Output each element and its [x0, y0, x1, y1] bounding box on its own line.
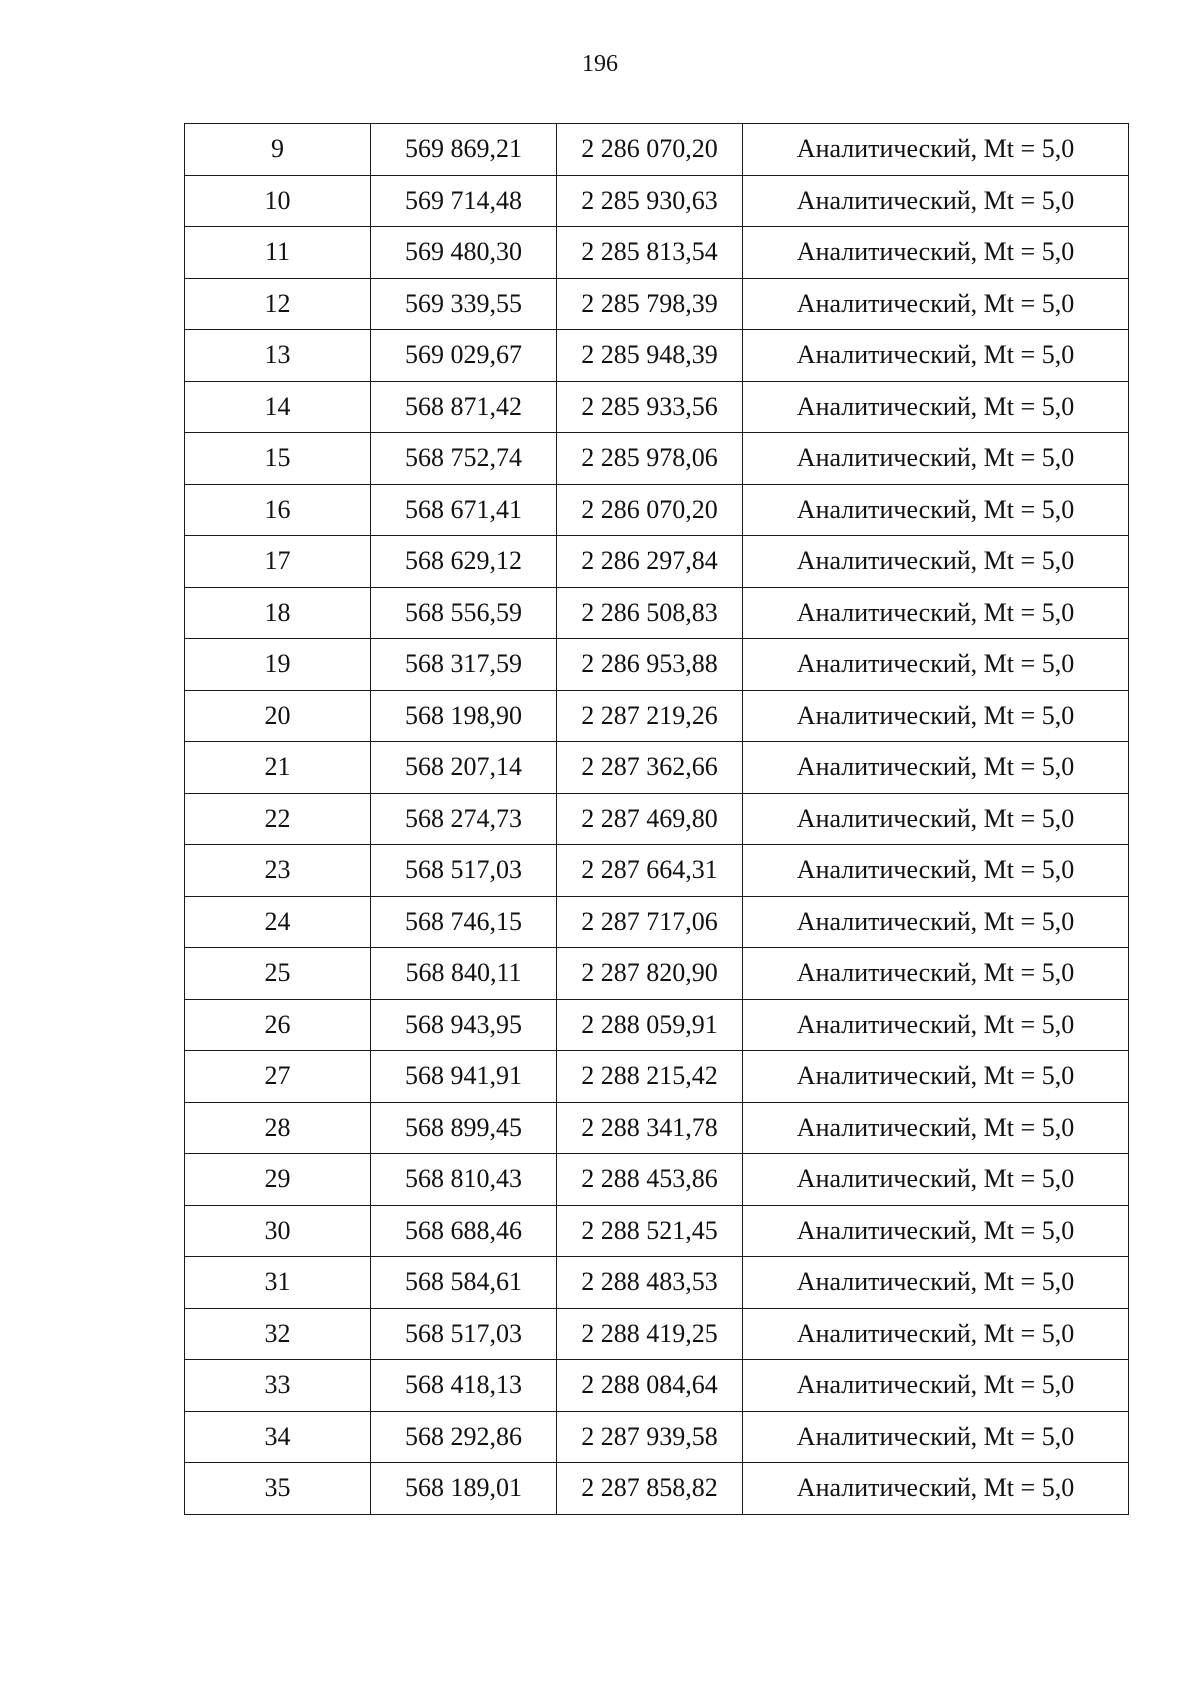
x-coordinate-cell: 569 029,67 [371, 330, 557, 382]
point-number-cell: 11 [185, 227, 371, 279]
y-coordinate-cell: 2 286 508,83 [557, 587, 743, 639]
y-coordinate-cell: 2 288 521,45 [557, 1205, 743, 1257]
x-coordinate-cell: 568 317,59 [371, 639, 557, 691]
x-coordinate-cell: 568 871,42 [371, 381, 557, 433]
point-number-cell: 14 [185, 381, 371, 433]
y-coordinate-cell: 2 286 070,20 [557, 484, 743, 536]
x-coordinate-cell: 568 189,01 [371, 1463, 557, 1515]
table-row [185, 896, 1129, 948]
table-row [185, 433, 1129, 485]
table-row [185, 1102, 1129, 1154]
method-cell: Аналитический, Mt = 5,0 [743, 1360, 1129, 1412]
point-number-cell: 30 [185, 1205, 371, 1257]
y-coordinate-cell: 2 288 483,53 [557, 1257, 743, 1309]
x-coordinate-cell: 569 480,30 [371, 227, 557, 279]
point-number-cell: 9 [185, 124, 371, 176]
point-number-cell: 26 [185, 999, 371, 1051]
method-cell: Аналитический, Mt = 5,0 [743, 1308, 1129, 1360]
point-number-cell: 25 [185, 948, 371, 1000]
table-row [185, 639, 1129, 691]
table-row [185, 1154, 1129, 1206]
x-coordinate-cell: 568 517,03 [371, 1308, 557, 1360]
table-row [185, 124, 1129, 176]
point-number-cell: 21 [185, 742, 371, 794]
x-coordinate-cell: 568 943,95 [371, 999, 557, 1051]
method-cell: Аналитический, Mt = 5,0 [743, 536, 1129, 588]
y-coordinate-cell: 2 287 939,58 [557, 1411, 743, 1463]
method-cell: Аналитический, Mt = 5,0 [743, 1154, 1129, 1206]
method-cell: Аналитический, Mt = 5,0 [743, 690, 1129, 742]
y-coordinate-cell: 2 286 953,88 [557, 639, 743, 691]
table-row [185, 381, 1129, 433]
x-coordinate-cell: 568 941,91 [371, 1051, 557, 1103]
table-row [185, 690, 1129, 742]
table-row [185, 793, 1129, 845]
x-coordinate-cell: 568 198,90 [371, 690, 557, 742]
method-cell: Аналитический, Mt = 5,0 [743, 124, 1129, 176]
method-cell: Аналитический, Mt = 5,0 [743, 330, 1129, 382]
point-number-cell: 31 [185, 1257, 371, 1309]
table-row [185, 587, 1129, 639]
y-coordinate-cell: 2 287 717,06 [557, 896, 743, 948]
point-number-cell: 12 [185, 278, 371, 330]
method-cell: Аналитический, Mt = 5,0 [743, 742, 1129, 794]
method-cell: Аналитический, Mt = 5,0 [743, 1051, 1129, 1103]
x-coordinate-cell: 568 746,15 [371, 896, 557, 948]
y-coordinate-cell: 2 288 341,78 [557, 1102, 743, 1154]
method-cell: Аналитический, Mt = 5,0 [743, 1411, 1129, 1463]
point-number-cell: 23 [185, 845, 371, 897]
point-number-cell: 19 [185, 639, 371, 691]
method-cell: Аналитический, Mt = 5,0 [743, 484, 1129, 536]
table-row [185, 1463, 1129, 1515]
point-number-cell: 29 [185, 1154, 371, 1206]
x-coordinate-cell: 568 584,61 [371, 1257, 557, 1309]
method-cell: Аналитический, Mt = 5,0 [743, 278, 1129, 330]
table-row [185, 1257, 1129, 1309]
y-coordinate-cell: 2 285 978,06 [557, 433, 743, 485]
y-coordinate-cell: 2 287 820,90 [557, 948, 743, 1000]
x-coordinate-cell: 569 869,21 [371, 124, 557, 176]
table-row [185, 948, 1129, 1000]
table-row [185, 742, 1129, 794]
table-row [185, 1360, 1129, 1412]
y-coordinate-cell: 2 285 933,56 [557, 381, 743, 433]
point-number-cell: 33 [185, 1360, 371, 1412]
x-coordinate-cell: 569 714,48 [371, 175, 557, 227]
table-row [185, 999, 1129, 1051]
x-coordinate-cell: 568 810,43 [371, 1154, 557, 1206]
y-coordinate-cell: 2 286 297,84 [557, 536, 743, 588]
point-number-cell: 28 [185, 1102, 371, 1154]
x-coordinate-cell: 568 688,46 [371, 1205, 557, 1257]
point-number-cell: 24 [185, 896, 371, 948]
point-number-cell: 35 [185, 1463, 371, 1515]
y-coordinate-cell: 2 287 858,82 [557, 1463, 743, 1515]
point-number-cell: 27 [185, 1051, 371, 1103]
point-number-cell: 15 [185, 433, 371, 485]
method-cell: Аналитический, Mt = 5,0 [743, 227, 1129, 279]
y-coordinate-cell: 2 285 813,54 [557, 227, 743, 279]
method-cell: Аналитический, Mt = 5,0 [743, 381, 1129, 433]
method-cell: Аналитический, Mt = 5,0 [743, 1102, 1129, 1154]
method-cell: Аналитический, Mt = 5,0 [743, 587, 1129, 639]
table-row [185, 536, 1129, 588]
method-cell: Аналитический, Mt = 5,0 [743, 793, 1129, 845]
y-coordinate-cell: 2 288 059,91 [557, 999, 743, 1051]
method-cell: Аналитический, Mt = 5,0 [743, 999, 1129, 1051]
x-coordinate-cell: 568 752,74 [371, 433, 557, 485]
x-coordinate-cell: 568 207,14 [371, 742, 557, 794]
y-coordinate-cell: 2 287 664,31 [557, 845, 743, 897]
x-coordinate-cell: 568 418,13 [371, 1360, 557, 1412]
point-number-cell: 18 [185, 587, 371, 639]
method-cell: Аналитический, Mt = 5,0 [743, 175, 1129, 227]
y-coordinate-cell: 2 287 362,66 [557, 742, 743, 794]
x-coordinate-cell: 568 899,45 [371, 1102, 557, 1154]
x-coordinate-cell: 568 274,73 [371, 793, 557, 845]
page-number: 196 [582, 51, 618, 77]
table-row [185, 175, 1129, 227]
table-row [185, 1308, 1129, 1360]
method-cell: Аналитический, Mt = 5,0 [743, 845, 1129, 897]
method-cell: Аналитический, Mt = 5,0 [743, 639, 1129, 691]
x-coordinate-cell: 568 292,86 [371, 1411, 557, 1463]
method-cell: Аналитический, Mt = 5,0 [743, 433, 1129, 485]
point-number-cell: 16 [185, 484, 371, 536]
x-coordinate-cell: 568 840,11 [371, 948, 557, 1000]
method-cell: Аналитический, Mt = 5,0 [743, 1463, 1129, 1515]
point-number-cell: 34 [185, 1411, 371, 1463]
table-row [185, 484, 1129, 536]
method-cell: Аналитический, Mt = 5,0 [743, 1257, 1129, 1309]
table-row [185, 1411, 1129, 1463]
x-coordinate-cell: 569 339,55 [371, 278, 557, 330]
method-cell: Аналитический, Mt = 5,0 [743, 1205, 1129, 1257]
point-number-cell: 13 [185, 330, 371, 382]
table-row [185, 278, 1129, 330]
point-number-cell: 17 [185, 536, 371, 588]
y-coordinate-cell: 2 288 453,86 [557, 1154, 743, 1206]
y-coordinate-cell: 2 287 219,26 [557, 690, 743, 742]
y-coordinate-cell: 2 288 419,25 [557, 1308, 743, 1360]
x-coordinate-cell: 568 629,12 [371, 536, 557, 588]
y-coordinate-cell: 2 285 948,39 [557, 330, 743, 382]
x-coordinate-cell: 568 671,41 [371, 484, 557, 536]
y-coordinate-cell: 2 285 798,39 [557, 278, 743, 330]
table-row [185, 227, 1129, 279]
method-cell: Аналитический, Mt = 5,0 [743, 948, 1129, 1000]
method-cell: Аналитический, Mt = 5,0 [743, 896, 1129, 948]
table-row [185, 330, 1129, 382]
table-row [185, 845, 1129, 897]
x-coordinate-cell: 568 517,03 [371, 845, 557, 897]
point-number-cell: 32 [185, 1308, 371, 1360]
coordinates-table [184, 123, 1129, 1515]
y-coordinate-cell: 2 286 070,20 [557, 124, 743, 176]
x-coordinate-cell: 568 556,59 [371, 587, 557, 639]
y-coordinate-cell: 2 285 930,63 [557, 175, 743, 227]
point-number-cell: 20 [185, 690, 371, 742]
y-coordinate-cell: 2 288 215,42 [557, 1051, 743, 1103]
coordinates-table-body [185, 124, 1129, 1515]
table-row [185, 1051, 1129, 1103]
y-coordinate-cell: 2 288 084,64 [557, 1360, 743, 1412]
y-coordinate-cell: 2 287 469,80 [557, 793, 743, 845]
table-row [185, 1205, 1129, 1257]
point-number-cell: 22 [185, 793, 371, 845]
point-number-cell: 10 [185, 175, 371, 227]
